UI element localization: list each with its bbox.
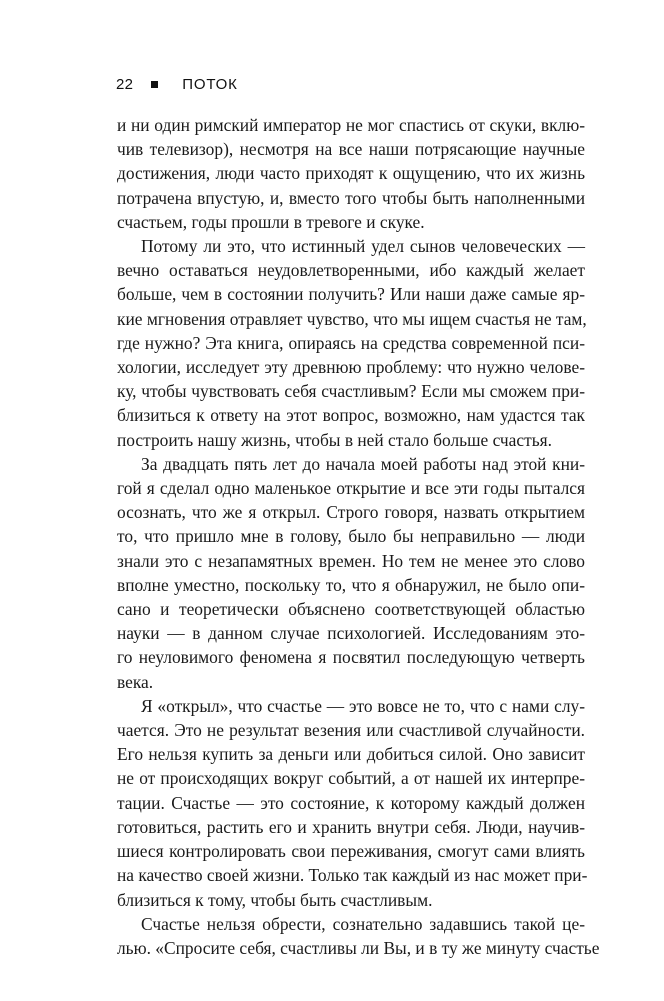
text-line: близиться к ответу на этот вопрос, возможно, нам удастся так	[117, 405, 585, 426]
text-line: не от происходящих вокруг событий, а от нашей их интерпре-	[117, 768, 585, 789]
text-line: чается. Это не результат везения или счастливой случайности.	[117, 720, 585, 741]
paragraph	[117, 452, 585, 694]
text-line: то, что пришло мне в голову, было бы неправильно — люди	[117, 526, 585, 547]
square-bullet-icon	[151, 81, 158, 88]
text-line: тации. Счастье — это состояние, к которому каждый должен	[117, 792, 585, 813]
paragraph	[117, 694, 588, 912]
text-line: Счастье нельзя обрести, сознательно задавшись такой це-	[141, 913, 585, 934]
text-line: счастьем, годы прошли в тревоге и скуке.	[117, 211, 425, 232]
running-header	[116, 74, 238, 94]
text-line: готовиться, растить его и хранить внутри себя. Люди, научив-	[117, 816, 585, 837]
text-line: построить нашу жизнь, чтобы в ней стало больше счастья.	[117, 429, 552, 450]
text-line: лью. «Спросите себя, счастливы ли Вы, и в ту же минуту счастье	[117, 937, 600, 958]
paragraph	[117, 912, 600, 960]
text-line: на качество своей жизни. Только так каждый из нас может при-	[117, 865, 588, 886]
page-number: 22	[116, 75, 134, 93]
text-line: близиться к тому, чтобы быть счастливым.	[117, 889, 433, 910]
text-line: где нужно? Эта книга, опираясь на средства современной пси-	[117, 332, 585, 353]
text-line: века.	[117, 671, 154, 692]
text-line: сано и теоретически объяснено соответствующей областью	[117, 599, 585, 620]
text-line: гой я сделал одно маленькое открытие и все эти годы пытался	[117, 478, 585, 499]
text-line: вполне уместно, поскольку то, что я обнаружил, не было опи-	[117, 574, 585, 595]
text-line: шиеся контролировать свои переживания, смогут сами влиять	[117, 841, 585, 862]
text-line: достижения, люди часто приходят к ощущению, что их жизнь	[117, 163, 585, 184]
text-line: осознать, что же я открыл. Строго говоря, назвать открытием	[117, 502, 585, 523]
text-line: ку, чтобы чувствовать себя счастливым? Если мы сможем при-	[117, 381, 585, 402]
text-line: хологии, исследует эту древнюю проблему: что нужно челове-	[117, 357, 585, 378]
text-line: Я «открыл», что счастье — это вовсе не то, что с нами слу-	[141, 695, 585, 716]
text-line: Потому ли это, что истинный удел сынов человеческих —	[141, 236, 585, 257]
section-title: ПОТОК	[182, 75, 238, 93]
text-line: потрачена впустую, и, вместо того чтобы быть наполненными	[117, 187, 585, 208]
text-line: и ни один римский император не мог спастись от скуки, вклю-	[117, 115, 585, 135]
body-text	[117, 113, 600, 960]
paragraph	[117, 234, 585, 452]
text-line: больше, чем в состоянии получить? Или наши даже самые яр-	[117, 284, 585, 305]
text-line: кие мгновения отравляет чувство, что мы ищем счастья не там,	[117, 308, 587, 329]
text-line: науки — в данном случае психологией. Исследованиям это-	[117, 623, 585, 644]
text-line: Его нельзя купить за деньги или добиться силой. Оно зависит	[117, 744, 585, 765]
text-line: знали это с незапамятных времен. Но тем не менее это слово	[117, 550, 585, 571]
paragraph	[117, 113, 585, 234]
text-line: вечно оставаться неудовлетворенными, ибо каждый желает	[117, 260, 585, 281]
text-line: чив телевизор), несмотря на все наши потрясающие научные	[117, 139, 585, 160]
text-line: За двадцать пять лет до начала моей работы над этой кни-	[141, 453, 585, 474]
text-line: го неуловимого феномена я посвятил последующую четверть	[117, 647, 585, 668]
